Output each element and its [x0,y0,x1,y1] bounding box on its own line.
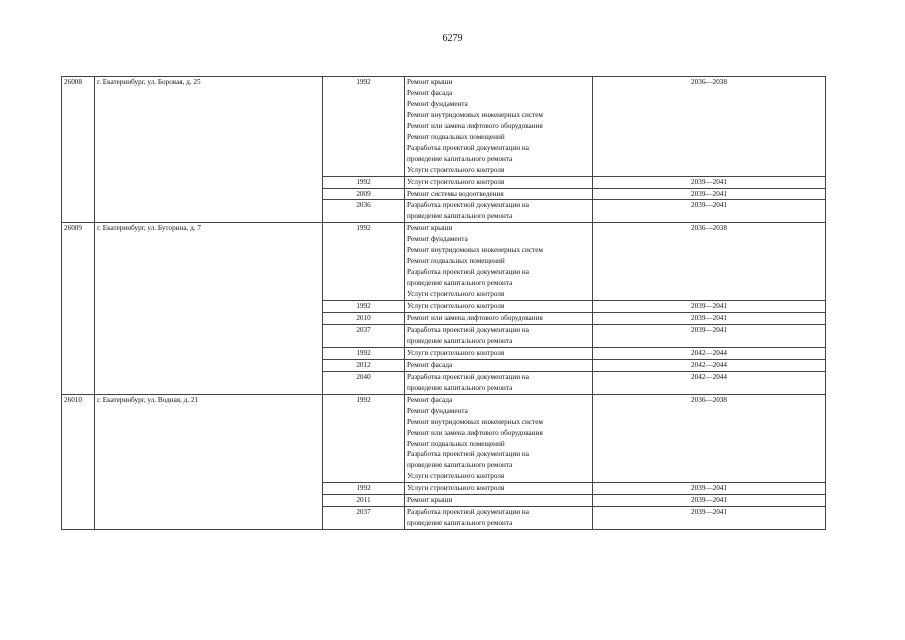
work-type-cell [405,507,593,530]
work-type-cell [405,371,593,394]
work-type-line: Ремонт или замена лифтового оборудования [407,428,543,437]
work-type-line: Услуги строительного контроля [407,177,505,186]
year-cell: 1992 [323,77,405,177]
year-cell: 2009 [323,188,405,200]
work-type-line: Разработка проектной документации на [407,372,529,381]
table-row [62,77,826,177]
work-type-line: Ремонт фасада [407,88,453,97]
work-type-line: Разработка проектной документации на [407,268,529,277]
work-type-cell [405,188,593,200]
work-type-cell [405,347,593,359]
work-type-line: Разработка проектной документации на [407,450,529,459]
work-type-line: Ремонт подвальных помещений [407,257,505,266]
work-type-line: Услуги строительного контроля [407,348,505,357]
work-type-line: проведение капитального ремонта [407,461,513,470]
work-type-line: Ремонт крыши [407,496,453,505]
period-cell: 2042—2044 [593,347,826,359]
work-type-cell [405,301,593,313]
work-type-line: Разработка проектной документации на [407,201,529,210]
work-type-cell [405,223,593,301]
building-address-cell: г. Екатеринбург, ул. Буторина, д. 7 [95,223,323,394]
repair-schedule-table [61,76,826,530]
year-cell: 1992 [323,394,405,483]
year-cell: 1992 [323,176,405,188]
period-cell: 2039—2041 [593,188,826,200]
period-cell: 2039—2041 [593,200,826,223]
building-code-cell: 26010 [62,394,95,529]
year-cell: 1992 [323,483,405,495]
work-type-line: Ремонт подвальных помещений [407,439,505,448]
work-type-line: Ремонт внутридомовых инженерных систем [407,246,543,255]
work-type-cell [405,483,593,495]
repair-schedule-body [62,77,826,530]
year-cell: 2010 [323,313,405,325]
period-cell: 2039—2041 [593,176,826,188]
work-type-line: Разработка проектной документации на [407,325,529,334]
year-cell: 1992 [323,301,405,313]
table-row [62,394,826,483]
year-cell: 1992 [323,223,405,301]
work-type-cell [405,394,593,483]
work-type-line: Ремонт системы водоотведения [407,189,504,198]
work-type-line: Ремонт крыши [407,224,453,233]
year-cell: 2037 [323,507,405,530]
work-type-cell [405,200,593,223]
work-type-line: Ремонт подвальных помещений [407,132,505,141]
work-type-line: Ремонт фасада [407,395,453,404]
work-type-line: Ремонт фундамента [407,235,468,244]
work-type-cell [405,324,593,347]
work-type-line: Ремонт фасада [407,360,453,369]
work-type-line: Ремонт внутридомовых инженерных систем [407,110,543,119]
work-type-cell [405,359,593,371]
period-cell: 2036—2038 [593,223,826,301]
work-type-line: проведение капитального ремонта [407,212,513,221]
work-type-cell [405,313,593,325]
work-type-line: Ремонт внутридомовых инженерных систем [407,417,543,426]
period-cell: 2039—2041 [593,495,826,507]
period-cell: 2036—2038 [593,77,826,177]
building-address-cell: г. Екатеринбург, ул. Водная, д. 21 [95,394,323,529]
period-cell: 2039—2041 [593,301,826,313]
building-code-cell: 26008 [62,77,95,223]
work-type-line: проведение капитального ремонта [407,519,513,528]
work-type-line: Услуги строительного контроля [407,302,505,311]
work-type-line: Ремонт фундамента [407,99,468,108]
year-cell: 1992 [323,347,405,359]
work-type-line: Услуги строительного контроля [407,290,505,299]
building-code-cell: 26009 [62,223,95,394]
work-type-cell [405,176,593,188]
work-type-line: Ремонт или замена лифтового оборудования [407,314,543,323]
work-type-line: проведение капитального ремонта [407,154,513,163]
year-cell: 2036 [323,200,405,223]
work-type-line: Ремонт или замена лифтового оборудования [407,121,543,130]
work-type-cell [405,495,593,507]
period-cell: 2042—2044 [593,359,826,371]
work-type-line: Разработка проектной документации на [407,508,529,517]
work-type-line: Услуги строительного контроля [407,472,505,481]
table-row [62,223,826,301]
year-cell: 2011 [323,495,405,507]
year-cell: 2040 [323,371,405,394]
work-type-line: проведение капитального ремонта [407,383,513,392]
work-type-cell [405,77,593,177]
period-cell: 2039—2041 [593,507,826,530]
building-address-cell: г. Екатеринбург, ул. Боровая, д. 25 [95,77,323,223]
period-cell: 2039—2041 [593,313,826,325]
work-type-line: проведение капитального ремонта [407,336,513,345]
work-type-line: Ремонт фундамента [407,406,468,415]
year-cell: 2012 [323,359,405,371]
period-cell: 2039—2041 [593,483,826,495]
work-type-line: Услуги строительного контроля [407,484,505,493]
period-cell: 2039—2041 [593,324,826,347]
period-cell: 2036—2038 [593,394,826,483]
year-cell: 2037 [323,324,405,347]
work-type-line: Разработка проектной документации на [407,143,529,152]
work-type-line: Ремонт крыши [407,78,453,86]
work-type-line: Услуги строительного контроля [407,165,505,174]
period-cell: 2042—2044 [593,371,826,394]
page-number: 6279 [442,33,463,44]
work-type-line: проведение капитального ремонта [407,279,513,288]
